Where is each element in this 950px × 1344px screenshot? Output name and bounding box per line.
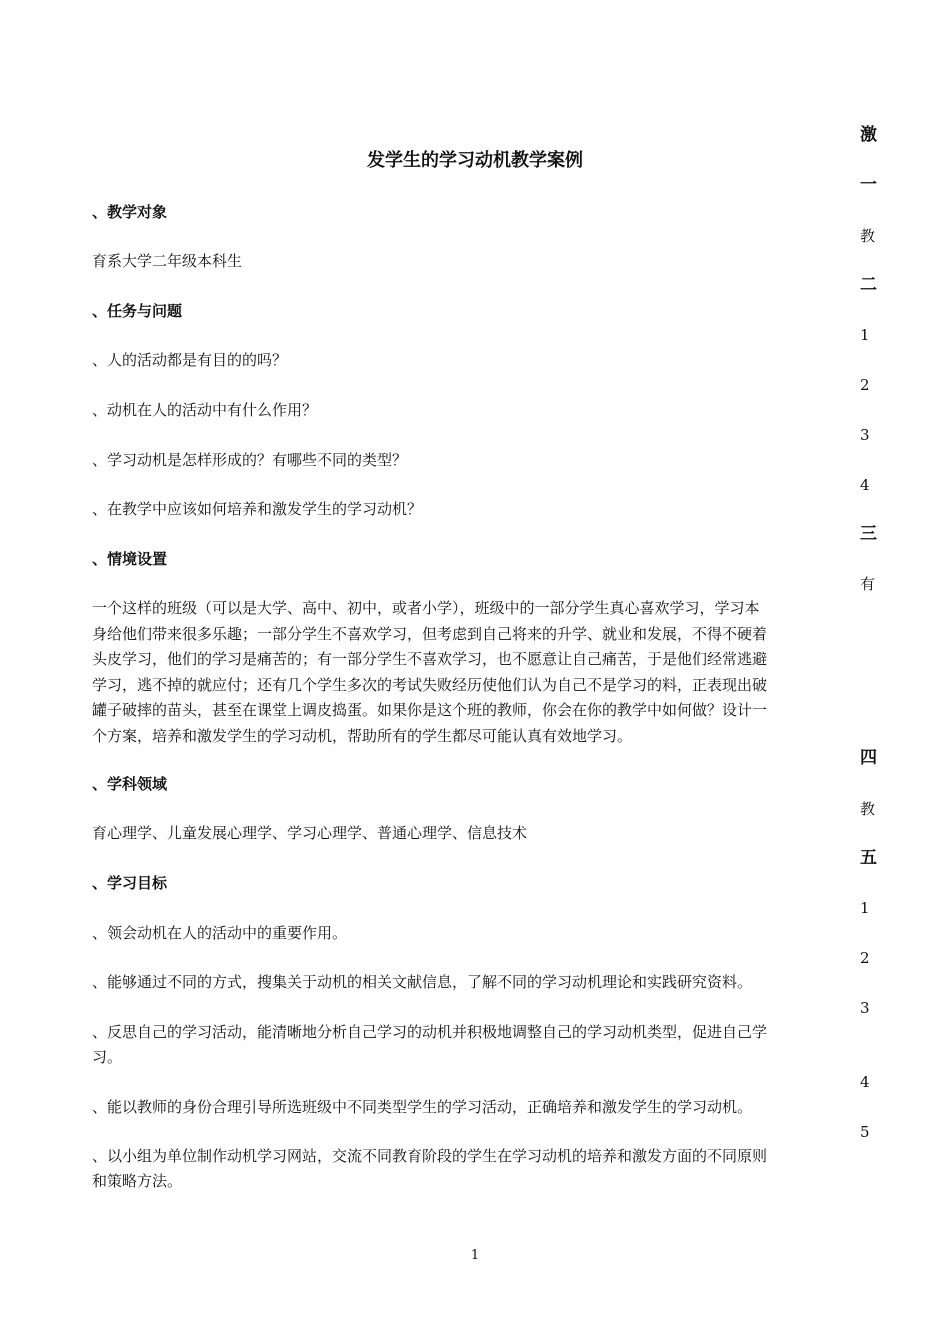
margin-char-6: 2 [860,376,870,394]
section-heading-tasks: 、任务与问题 [92,302,183,320]
scenario-line: 罐子破摔的苗头，甚至在课堂上调皮捣蛋。如果你是这个班的教师，你会在你的教学中如何做？设计一 [92,701,768,719]
goal-item-5-cont: 和策略方法。 [92,1172,183,1190]
margin-char-12: 教 [860,800,876,818]
margin-char-2: 一 [860,175,877,195]
margin-char-1: 激 [860,125,877,145]
section-heading-goals: 、学习目标 [92,874,168,892]
domain-text: 育心理学、儿童发展心理学、学习心理学、普通心理学、信息技术 [92,824,528,842]
section-heading-object: 、教学对象 [92,203,168,221]
object-text: 育系大学二年级本科生 [92,252,243,270]
scenario-line: 一个这样的班级（可以是大学、高中、初中，或者小学），班级中的一部分学生真心喜欢学习，学习本 [92,599,760,617]
goal-item-3: 、反思自己的学习活动，能清晰地分析自己学习的动机并积极地调整自己的学习动机类型，促进自己学 [92,1023,768,1041]
margin-char-17: 4 [860,1073,870,1091]
scenario-paragraph [92,596,862,749]
task-item-4: 、在教学中应该如何培养和激发学生的学习动机？ [92,500,423,518]
task-item-1: 、人的活动都是有目的的吗？ [92,351,288,369]
section-heading-domain: 、学科领域 [92,775,168,793]
margin-char-8: 4 [860,476,870,494]
margin-char-15: 2 [860,949,870,967]
margin-char-9: 三 [860,524,877,544]
scenario-line: 个方案，培养和激发学生的学习动机，帮助所有的学生都尽可能认真有效地学习。 [92,726,633,745]
page-number: 1 [470,1248,480,1263]
margin-char-14: 1 [860,899,870,917]
margin-char-5: 1 [860,326,870,344]
margin-char-4: 二 [860,275,877,295]
margin-char-11: 四 [860,748,877,768]
margin-char-13: 五 [860,848,877,868]
margin-char-3: 教 [860,227,876,245]
scenario-line: 头皮学习，他们的学习是痛苦的；有一部分学生不喜欢学习，也不愿意让自己痛苦，于是他们经常逃避 [92,650,768,668]
margin-char-16: 3 [860,999,870,1017]
task-item-2: 、动机在人的活动中有什么作用？ [92,401,318,419]
goal-item-1: 、领会动机在人的活动中的重要作用。 [92,924,348,942]
document-title: 发学生的学习动机教学案例 [367,150,583,171]
goal-item-5: 、以小组为单位制作动机学习网站，交流不同教育阶段的学生在学习动机的培养和激发方面的不同原则 [92,1147,768,1165]
task-item-3: 、学习动机是怎样形成的？有哪些不同的类型？ [92,451,408,469]
scenario-line: 学习，逃不掉的就应付；还有几个学生多次的考试失败经历使他们认为自己不是学习的料，正表现出破 [92,675,768,694]
scenario-line: 身给他们带来很多乐趣；一部分学生不喜欢学习，但考虑到自己将来的升学、就业和发展，不得不硬着 [92,624,768,643]
margin-char-7: 3 [860,426,870,444]
section-heading-scenario: 、情境设置 [92,550,168,568]
margin-char-18: 5 [860,1123,870,1141]
goal-item-2: 、能够通过不同的方式，搜集关于动机的相关文献信息，了解不同的学习动机理论和实践研究资料。 [92,973,753,991]
goal-item-4: 、能以教师的身份合理引导所选班级中不同类型学生的学习活动，正确培养和激发学生的学习动机。 [92,1098,753,1116]
margin-char-10: 有 [860,575,876,593]
goal-item-3-cont: 习。 [92,1048,123,1066]
